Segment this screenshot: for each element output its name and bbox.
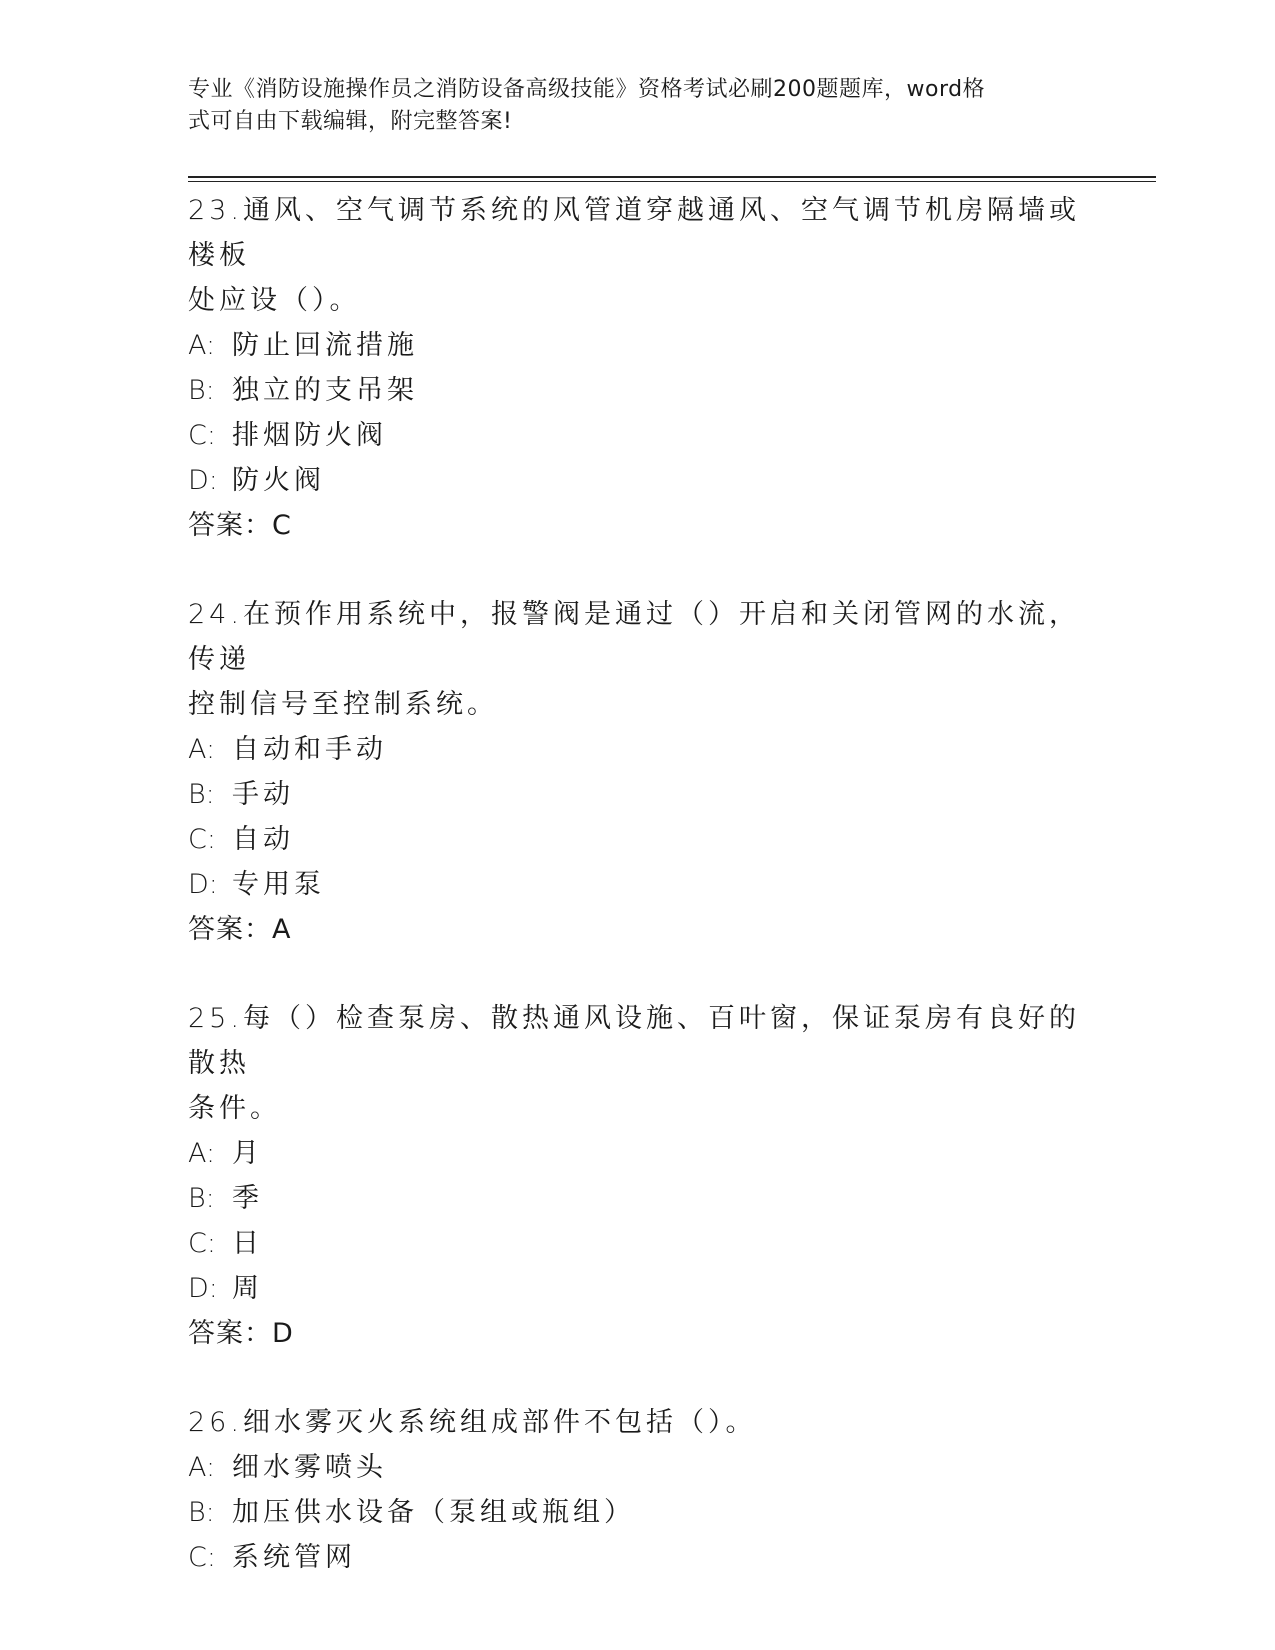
option-key: B: bbox=[188, 375, 215, 406]
option-text: 自动 bbox=[232, 824, 294, 855]
option-key: D: bbox=[188, 869, 218, 900]
option-text: 防火阀 bbox=[232, 465, 325, 496]
option-c bbox=[188, 1221, 1088, 1266]
option-key: A: bbox=[188, 330, 216, 361]
answer-line: 答案：D bbox=[188, 1318, 294, 1349]
question-list bbox=[188, 188, 1088, 1624]
header-line-1: 专业《消防设施操作员之消防设备高级技能》资格考试必刷200题题库，word格 bbox=[188, 77, 986, 102]
option-text: 细水雾喷头 bbox=[232, 1452, 387, 1483]
option-b bbox=[188, 1490, 1088, 1535]
option-text: 专用泵 bbox=[232, 869, 325, 900]
option-key: B: bbox=[188, 779, 215, 810]
option-key: C: bbox=[188, 420, 216, 451]
option-text: 自动和手动 bbox=[232, 734, 387, 765]
option-text: 手动 bbox=[232, 779, 294, 810]
answer-line: 答案：A bbox=[188, 914, 292, 945]
option-key: D: bbox=[188, 465, 218, 496]
option-c bbox=[188, 817, 1088, 862]
header-line-2: 式可自由下载编辑，附完整答案! bbox=[188, 109, 513, 134]
option-text: 排烟防火阀 bbox=[232, 420, 387, 451]
option-key: C: bbox=[188, 1542, 216, 1573]
header-divider-thin bbox=[188, 181, 1156, 182]
option-key: A: bbox=[188, 1138, 216, 1169]
question-26 bbox=[188, 1400, 1088, 1580]
option-d bbox=[188, 862, 1088, 907]
question-stem-line-1: 25.每（）检查泵房、散热通风设施、百叶窗，保证泵房有良好的散热 bbox=[188, 1003, 1080, 1079]
option-b bbox=[188, 1176, 1088, 1221]
question-25 bbox=[188, 996, 1088, 1356]
question-stem-line-2: 控制信号至控制系统。 bbox=[188, 689, 498, 720]
option-key: D: bbox=[188, 1273, 218, 1304]
option-key: C: bbox=[188, 1228, 216, 1259]
question-stem bbox=[188, 188, 1088, 323]
option-b bbox=[188, 772, 1088, 817]
option-text: 周 bbox=[232, 1273, 263, 1304]
question-24 bbox=[188, 592, 1088, 952]
option-key: B: bbox=[188, 1497, 215, 1528]
option-key: A: bbox=[188, 734, 216, 765]
option-c bbox=[188, 413, 1088, 458]
option-text: 季 bbox=[232, 1183, 263, 1214]
question-stem bbox=[188, 1400, 1088, 1445]
option-b bbox=[188, 368, 1088, 413]
question-stem bbox=[188, 996, 1088, 1131]
option-a bbox=[188, 727, 1088, 772]
option-text: 独立的支吊架 bbox=[232, 375, 418, 406]
option-key: A: bbox=[188, 1452, 216, 1483]
option-a bbox=[188, 323, 1088, 368]
question-stem-line-2: 条件。 bbox=[188, 1093, 281, 1124]
option-c bbox=[188, 1535, 1088, 1580]
option-key: C: bbox=[188, 824, 216, 855]
option-text: 系统管网 bbox=[232, 1542, 356, 1573]
option-a bbox=[188, 1445, 1088, 1490]
question-stem-line-1: 26.细水雾灭火系统组成部件不包括（）。 bbox=[188, 1407, 757, 1438]
option-d bbox=[188, 1266, 1088, 1311]
header-divider-thick bbox=[188, 176, 1156, 178]
document-header bbox=[188, 74, 1068, 138]
question-stem-line-2: 处应设（）。 bbox=[188, 285, 361, 316]
question-stem-line-1: 24.在预作用系统中，报警阀是通过（）开启和关闭管网的水流，传递 bbox=[188, 599, 1080, 675]
option-d bbox=[188, 458, 1088, 503]
option-text: 日 bbox=[232, 1228, 263, 1259]
answer-line: 答案：C bbox=[188, 510, 292, 541]
option-key: B: bbox=[188, 1183, 215, 1214]
question-23 bbox=[188, 188, 1088, 548]
option-text: 加压供水设备（泵组或瓶组） bbox=[232, 1497, 635, 1528]
option-text: 防止回流措施 bbox=[232, 330, 418, 361]
option-a bbox=[188, 1131, 1088, 1176]
question-stem-line-1: 23.通风、空气调节系统的风管道穿越通风、空气调节机房隔墙或楼板 bbox=[188, 195, 1080, 271]
option-text: 月 bbox=[232, 1138, 263, 1169]
question-stem bbox=[188, 592, 1088, 727]
